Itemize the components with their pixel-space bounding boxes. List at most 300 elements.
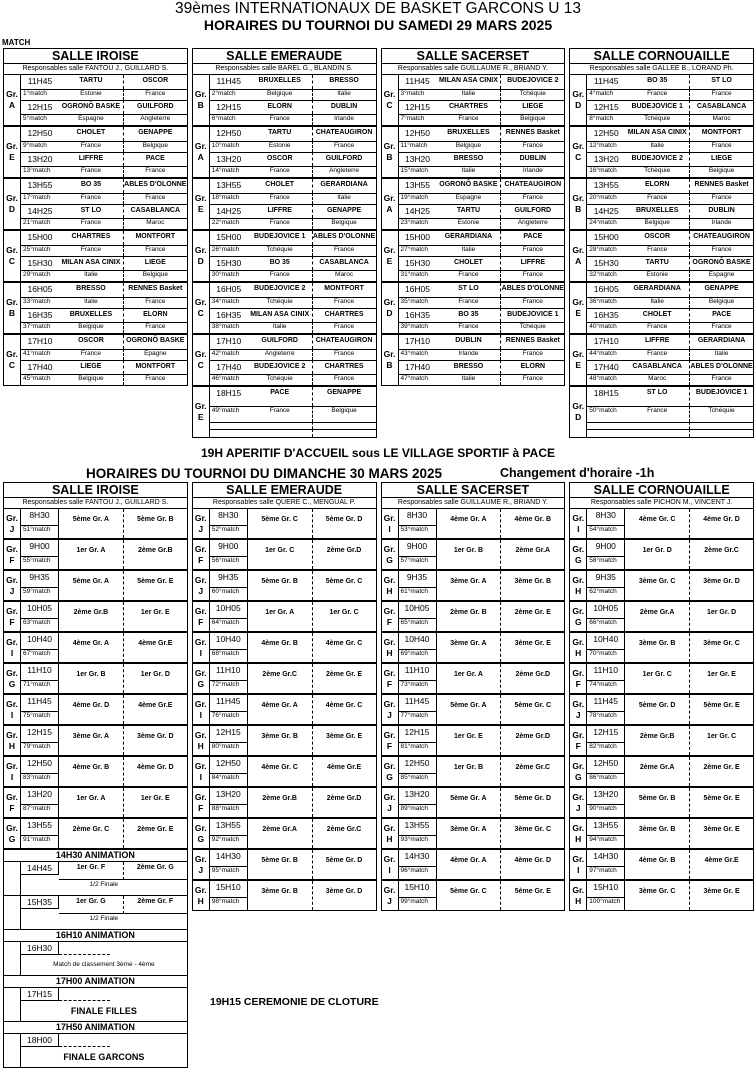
group-letter: B [197, 100, 204, 110]
team-home: ELORN [248, 100, 312, 115]
match-time: 13H20 [587, 788, 625, 804]
country-home: France [625, 245, 689, 256]
match-time: 10H40 [587, 633, 625, 649]
country-home: France [59, 245, 123, 256]
country-home: France [437, 114, 501, 125]
group-prefix: Gr. [194, 791, 207, 802]
country-away: France [123, 374, 187, 385]
team-home: LIFFRE [248, 204, 312, 219]
team-away: 1er Gr. C [689, 726, 753, 755]
country-home: Italie [437, 89, 501, 100]
match-row [381, 663, 566, 694]
country-away [689, 429, 753, 437]
country-home: Estonie [437, 218, 501, 229]
group-prefix: Gr. [194, 401, 207, 411]
team-home: PACE [270, 389, 290, 396]
match-time: 14H25 [399, 204, 437, 219]
group-label [193, 571, 210, 600]
time-spacer [59, 988, 110, 1001]
group-letter: G [574, 554, 582, 565]
match-number: 70°match [587, 649, 625, 662]
group-prefix: Gr. [6, 822, 18, 833]
match-time: 11H45 [210, 695, 248, 711]
country-away: France [500, 193, 564, 204]
match-row [3, 539, 188, 570]
group-label [4, 335, 21, 385]
group-prefix: Gr. [194, 884, 207, 895]
team-away: PACE [123, 152, 187, 167]
match-time: 15H10 [210, 881, 248, 897]
group-prefix: Gr. [6, 245, 18, 255]
team-home: 1er Gr. A [76, 547, 106, 554]
team-away: 4ème Gr. B [500, 509, 564, 538]
group-label [193, 819, 210, 848]
match-number: 38°match [210, 322, 248, 333]
hall-name: SALLE IROISE [51, 483, 139, 497]
match-row [569, 539, 754, 570]
group-label [382, 726, 399, 755]
group-prefix: Gr. [194, 297, 207, 307]
team-away: RENNES Basket [689, 179, 753, 193]
group-prefix: Gr. [194, 636, 207, 647]
team-home: CHARTRES [437, 100, 501, 115]
group-letter: J [198, 585, 204, 596]
match-number: 31°match [399, 270, 437, 281]
team-home: GUILFORD [261, 337, 298, 344]
group-letter: C [8, 256, 16, 266]
group-prefix: Gr. [383, 884, 396, 895]
match-time: 16H35 [210, 308, 248, 323]
group-letter: D [575, 100, 582, 110]
time-spacer [59, 1034, 110, 1047]
match-block [3, 178, 188, 230]
match-number: 8°match [587, 114, 625, 125]
match-block [192, 74, 377, 126]
team-away: 2ème Gr.C [689, 540, 753, 569]
group-label [4, 179, 21, 229]
group-letter: A [8, 100, 16, 110]
group-label [193, 283, 210, 333]
match-number: 56°match [210, 556, 248, 569]
match-time: 13H55 [21, 819, 59, 835]
match-time: 18H15 [216, 388, 242, 398]
country-home: Tchéquie [248, 297, 312, 308]
match-row [192, 632, 377, 663]
match-block [381, 126, 566, 178]
team-away: 5ème Gr. C [312, 571, 376, 600]
team-home: BRUXELLES [447, 129, 490, 136]
match-time: 13H55 [593, 180, 619, 190]
match-number: 40°match [587, 322, 625, 333]
group-label [193, 664, 210, 693]
team-away: 3ème Gr. E [312, 726, 376, 755]
match-number: 78°match [587, 711, 625, 724]
team-away: PACE [500, 231, 564, 245]
group-letter: B [8, 308, 16, 318]
group-prefix: Gr. [572, 141, 585, 151]
team-away: 3ème Gr. D [689, 571, 753, 600]
team-away: 4ème Gr.E [312, 757, 376, 786]
country-away: Irlande [689, 218, 753, 229]
match-row [569, 849, 754, 880]
group-label [193, 881, 210, 910]
team-away: 1er Gr. D [123, 664, 187, 693]
group-letter: A [575, 256, 582, 266]
group-label [570, 664, 587, 693]
group-label [4, 75, 21, 125]
match-number: 97°match [587, 866, 625, 879]
team-away: RENNES Basket [123, 283, 187, 297]
team-home: CHOLET [625, 308, 689, 323]
group-prefix: Gr. [383, 667, 396, 678]
team-away: ABLES D'OLONNE [123, 179, 187, 193]
group-prefix: Gr. [6, 543, 18, 554]
match-number: 35°match [399, 297, 437, 308]
group-letter: H [8, 740, 16, 751]
country-away: Angleterre [500, 218, 564, 229]
group-prefix: Gr. [6, 89, 18, 99]
team-home: 5ème Gr. A [72, 516, 110, 523]
group-letter: C [8, 360, 16, 370]
hall-column [569, 482, 754, 911]
country-away: France [689, 245, 753, 256]
group-letter: G [574, 771, 582, 782]
team-away: 4ème Gr. D [500, 850, 564, 879]
match-number: 85°match [399, 773, 437, 786]
team-home: MILAN ASA CINIX [59, 256, 123, 271]
group-letter: F [575, 678, 581, 689]
match-row [3, 756, 188, 787]
group-letter: H [197, 740, 204, 751]
group-letter: G [386, 771, 393, 782]
match-time: 18H15 [593, 388, 619, 398]
match-time: 16H35 [21, 308, 59, 323]
match-number: 100°match [587, 897, 625, 910]
hall-responsables: Responsables salle PICHON M., VINCENT J. [570, 497, 753, 508]
match-row [192, 663, 377, 694]
country-away: Irlande [500, 166, 564, 177]
group-letter: C [197, 360, 204, 370]
group-prefix: Gr. [194, 141, 207, 151]
country-away: Tchéquie [500, 89, 564, 100]
group-letter: C [386, 100, 393, 110]
team-away: 5ème Gr. E [689, 695, 753, 724]
group-prefix: Gr. [572, 349, 585, 359]
group-label [570, 387, 587, 437]
team-away: GUILFORD [500, 204, 564, 219]
match-block [192, 178, 377, 230]
group-letter: D [8, 204, 16, 214]
match-number: 57°match [399, 556, 437, 569]
hall-responsables: Responsables salle GUILLAUME R., BRIAND Y. [382, 63, 565, 74]
match-block [381, 178, 566, 230]
group-letter: H [575, 647, 582, 658]
hall-responsables: Responsables salle GUILLAUME R., BRIAND Y. [382, 497, 565, 508]
team-away: GENAPPE [312, 387, 376, 406]
team-home: GERARDIANA [444, 233, 493, 240]
team-away: BUDEJOVICE 1 [689, 387, 753, 406]
group-letter: I [199, 709, 202, 720]
match-number: 73°match [399, 680, 437, 693]
group-label [193, 602, 210, 631]
match-row [381, 570, 566, 601]
group-letter: J [198, 523, 204, 534]
hall-header [381, 48, 566, 74]
match-time: 13H55 [27, 180, 53, 190]
team-home: 5ème Gr. C [450, 888, 487, 895]
match-number: 72°match [210, 680, 248, 693]
group-label [382, 127, 399, 177]
group-prefix: Gr. [6, 512, 18, 523]
group-prefix: Gr. [383, 512, 396, 523]
match-row [192, 756, 377, 787]
team-away: 3ème Gr. D [123, 726, 187, 755]
match-time: 14H25 [210, 204, 248, 219]
match-time: 12H50 [21, 757, 59, 773]
match-time: 12H50 [399, 757, 437, 773]
group-letter: A [386, 204, 393, 214]
group-label [193, 695, 210, 724]
match-number: 46°match [210, 374, 248, 385]
match-row [381, 880, 566, 911]
team-home: BO 35 [248, 256, 312, 271]
country-home: Belgique [59, 374, 123, 385]
hall-responsables: Responsables salle FANTOU J., GUILLARD S. [4, 63, 187, 74]
team-away: 2ème Gr. F [123, 896, 187, 914]
group-letter: J [9, 585, 15, 596]
match-number: 16°match [587, 166, 625, 177]
group-prefix: Gr. [383, 193, 396, 203]
team-home: 4ème Gr. A [450, 516, 487, 523]
group-spacer [4, 942, 21, 975]
match-time: 16H35 [399, 308, 437, 323]
match-number: 54°match [587, 525, 625, 538]
group-label [193, 540, 210, 569]
team-away: LIEGE [500, 100, 564, 115]
team-away: 5ème Gr. D [500, 788, 564, 817]
match-time: 10H40 [399, 633, 437, 649]
group-label [570, 75, 587, 125]
match-time: 8H30 [21, 509, 59, 525]
match-row [192, 508, 377, 539]
match-time: 11H45 [27, 76, 53, 86]
match-time: 17H10 [27, 336, 53, 346]
team-away: GENAPPE [312, 204, 376, 219]
match-time: 17H15 [21, 988, 59, 1001]
match-number: 43°match [399, 349, 437, 360]
group-prefix: Gr. [383, 791, 396, 802]
match-number: 12°match [587, 141, 625, 152]
country-home: Espagne [437, 193, 501, 204]
team-away: BRESSO [312, 75, 376, 89]
group-letter: I [199, 647, 202, 658]
group-prefix: Gr. [572, 401, 585, 411]
team-away: 4ème Gr. C [312, 695, 376, 724]
match-number: 6°match [210, 114, 248, 125]
match-number: 99°match [399, 897, 437, 910]
match-row [192, 539, 377, 570]
match-number: 60°match [210, 587, 248, 600]
team-home: 1er Gr. E [454, 733, 483, 740]
match-time: 9H00 [210, 540, 248, 556]
team-away: ELORN [123, 308, 187, 323]
group-letter: D [386, 308, 393, 318]
match-row [569, 601, 754, 632]
group-letter: F [198, 554, 204, 565]
group-label [4, 602, 21, 631]
team-home: 3ème Gr. A [450, 578, 487, 585]
match-block [3, 282, 188, 334]
group-letter: D [197, 256, 204, 266]
group-letter: F [9, 616, 15, 627]
team-away: CHARTRES [312, 360, 376, 375]
team-home: OSCOR [78, 337, 104, 344]
group-letter: H [386, 833, 393, 844]
group-label [382, 179, 399, 229]
match-number: 41°match [21, 349, 59, 360]
match-number: 48°match [587, 374, 625, 385]
team-home: 2ème Gr. B [450, 609, 487, 616]
match-row [569, 756, 754, 787]
match-time [587, 422, 625, 430]
animation-slot: 17H00 ANIMATION [3, 976, 188, 988]
country-away: Maroc [312, 270, 376, 281]
group-prefix: Gr. [383, 853, 396, 864]
match-time: 11H45 [594, 76, 619, 86]
match-number: 37°match [21, 322, 59, 333]
country-away: France [500, 374, 564, 385]
match-number: 25°match [21, 245, 59, 256]
match-number: 42°match [210, 349, 248, 360]
team-home [625, 422, 689, 430]
match-block [569, 126, 754, 178]
match-time: 8H30 [587, 509, 625, 525]
group-prefix: Gr. [6, 760, 18, 771]
match-block [192, 126, 377, 178]
group-prefix: Gr. [383, 729, 396, 740]
team-away: 4ème Gr.E [689, 850, 753, 879]
match-time: 13H55 [216, 180, 242, 190]
match-block [569, 178, 754, 230]
match-number: 95°match [210, 866, 248, 879]
group-label [570, 788, 587, 817]
team-away: 4ème Gr. C [312, 633, 376, 662]
country-home: France [437, 297, 501, 308]
group-label [193, 850, 210, 879]
match-time: 12H50 [27, 128, 53, 138]
team-home: 3ème Gr. B [261, 888, 298, 895]
group-letter: F [9, 554, 15, 565]
match-number: 79°match [21, 742, 59, 755]
group-prefix: Gr. [572, 884, 585, 895]
group-label [570, 179, 587, 229]
country-away: Tchéquie [689, 406, 753, 422]
group-prefix: Gr. [383, 89, 396, 99]
match-time: 11H45 [216, 76, 241, 86]
animation-slot: 17H50 ANIMATION [3, 1022, 188, 1034]
match-time: 12H15 [21, 100, 59, 115]
team-away: LIFFRE [500, 256, 564, 271]
team-away: CASABLANCA [312, 256, 376, 271]
match-number: 24°match [587, 218, 625, 229]
country-away: France [312, 322, 376, 333]
group-letter: B [386, 360, 393, 370]
match-row [192, 694, 377, 725]
team-home: BUDEJOVICE 1 [254, 233, 306, 240]
match-number: 68°match [210, 649, 248, 662]
ceremony-note: 19H15 CEREMONIE DE CLOTURE [210, 996, 379, 1008]
match-time: 13H20 [210, 788, 248, 804]
team-home: 2ème Gr.A [262, 826, 297, 833]
group-label [4, 283, 21, 333]
hall-column [381, 48, 566, 386]
country-home: Italie [248, 322, 312, 333]
team-home: 3ème Gr. C [638, 578, 676, 585]
match-row [569, 694, 754, 725]
country-home: Italie [59, 297, 123, 308]
country-home: Angleterre [248, 349, 312, 360]
group-prefix: Gr. [6, 574, 18, 585]
country-away: Espagne [689, 270, 753, 281]
match-number: 62°match [587, 587, 625, 600]
match-time: 10H05 [399, 602, 437, 618]
match-time: 18H00 [21, 1034, 59, 1047]
group-label [570, 283, 587, 333]
hall-name: SALLE IROISE [51, 49, 139, 63]
group-prefix: Gr. [383, 605, 396, 616]
match-row [381, 756, 566, 787]
match-number: 87°match [21, 804, 59, 817]
group-prefix: Gr. [194, 853, 207, 864]
team-away: 3ème Gr. E [689, 819, 753, 848]
group-label [4, 788, 21, 817]
slot-label: Match de classement 3ème - 4ème [53, 961, 155, 968]
country-home: France [437, 322, 501, 333]
team-home: BUDEJOVICE 2 [248, 360, 312, 375]
team-home: OGRONÔ BASKE [439, 181, 498, 188]
match-number: 36°match [587, 297, 625, 308]
team-away: 5ème Gr. B [123, 509, 187, 538]
group-letter: E [575, 308, 582, 318]
team-home: 1er Gr. D [642, 547, 672, 554]
match-time: 12H50 [587, 757, 625, 773]
hall-column [192, 482, 377, 911]
match-row [381, 849, 566, 880]
match-time: 15H00 [593, 232, 619, 242]
team-away: 1er Gr. E [123, 788, 187, 817]
group-letter: E [197, 412, 204, 422]
group-letter: F [386, 740, 393, 751]
group-letter: E [575, 360, 582, 370]
country-away: France [123, 193, 187, 204]
slot-label: FINALE FILLES [70, 1006, 137, 1016]
team-away: BUDEJOVICE 1 [500, 308, 564, 323]
match-time: 15H00 [216, 232, 242, 242]
team-home: OGRONÔ BASKE [59, 100, 123, 115]
team-home: 2ème Gr.B [639, 733, 675, 740]
team-home: BRESSO [437, 360, 501, 375]
team-away: MONTFORT [123, 231, 187, 245]
group-prefix: Gr. [194, 729, 207, 740]
group-prefix: Gr. [383, 245, 396, 255]
country-home: Tchèquie [625, 166, 689, 177]
country-away: France [312, 349, 376, 360]
group-prefix: Gr. [383, 349, 396, 359]
country-away: Tchéquie [500, 322, 564, 333]
match-row [3, 818, 188, 849]
match-number: 91°match [21, 835, 59, 848]
team-away: 1er Gr. E [689, 664, 753, 693]
